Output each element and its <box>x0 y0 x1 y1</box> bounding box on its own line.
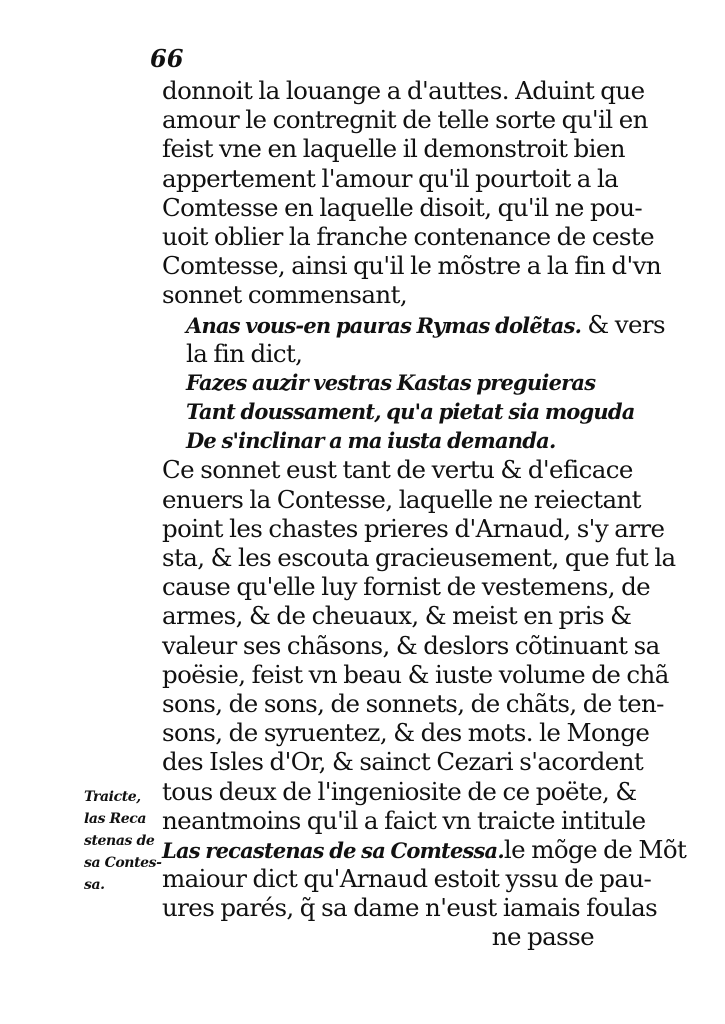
text-line: tous deux de l'ingeniosite de ce poëte, & <box>162 776 637 806</box>
text-line: valeur ses chãsons, & deslors cõtinuant sa <box>162 630 660 660</box>
margin-note-line: las Reca <box>84 811 147 827</box>
text-line: amour le contregnit de telle sorte qu'il en <box>162 105 648 135</box>
text-line: armes, & de cheuaux, & meist en pris & <box>162 601 632 631</box>
margin-note-line: sa Contes- <box>84 855 162 871</box>
margin-note-line: stenas de <box>84 833 155 849</box>
quote-tail: & vers <box>587 309 665 339</box>
text-line: sons, de sons, de sonnets, de chãts, de ten- <box>162 688 664 718</box>
text-line: neantmoins qu'il a faict vn traicte intitule <box>162 805 646 835</box>
verse-line: De s'inclinar a ma iusta demanda. <box>186 428 556 454</box>
verse-line: Fazes auzir vestras Kastas preguieras <box>186 369 596 395</box>
text-line: sons, de syruentez, & des mots. le Monge <box>162 718 650 748</box>
text-line: enuers la Contesse, laquelle ne reiectant <box>162 484 641 514</box>
verse-line: Tant doussament, qu'a pietat sia moguda <box>186 399 635 425</box>
margin-note-line: sa. <box>84 877 105 893</box>
text-line: appertement l'amour qu'il pourtoit a la <box>162 163 619 193</box>
margin-note-line: Traicte, <box>84 789 141 805</box>
text-line: sonnet commensant, <box>162 280 408 310</box>
text-line: feist vne en laquelle il demonstroit bien <box>162 134 625 164</box>
margin-note <box>84 786 164 896</box>
title-italic: Las recastenas de sa Comtessa. <box>162 837 504 863</box>
text-line: Comtesse, ainsi qu'il le mõstre a la fin d'vn <box>162 251 662 281</box>
title-line <box>162 834 687 864</box>
text-line: sta, & les escouta gracieusement, que fut la <box>162 543 676 572</box>
text-line: poësie, feist vn beau & iuste volume de chã <box>162 659 669 689</box>
title-tail: le mõge de Mõt <box>503 834 687 864</box>
text-line: des Isles d'Or, & sainct Cezari s'acordent <box>162 747 644 777</box>
text-line: uoit oblier la franche contenance de ceste <box>162 221 654 251</box>
text-line: maiour dict qu'Arnaud estoit yssu de pau- <box>162 864 652 894</box>
text-line: cause qu'elle luy fornist de vestemens, de <box>162 572 651 602</box>
text-line: donnoit la louange a d'auttes. Aduint que <box>162 76 645 105</box>
quote-line <box>162 309 665 339</box>
text-line: point les chastes prieres d'Arnaud, s'y arre <box>162 513 665 543</box>
quote-italic: Anas vous-en pauras Rymas dolẽtas. <box>186 312 582 338</box>
page-number: 66 <box>150 44 184 73</box>
text-line: Ce sonnet eust tant de vertu & d'eficace <box>162 455 633 485</box>
main-text-block <box>162 76 687 952</box>
text-line: Comtesse en laquelle disoit, qu'il ne pou- <box>162 192 643 222</box>
text-line: ures parés, q̃ sa dame n'eust iamais foulas <box>162 893 658 923</box>
quote-line-2: la fin dict, <box>186 338 303 368</box>
catchword: ne passe <box>491 922 594 952</box>
